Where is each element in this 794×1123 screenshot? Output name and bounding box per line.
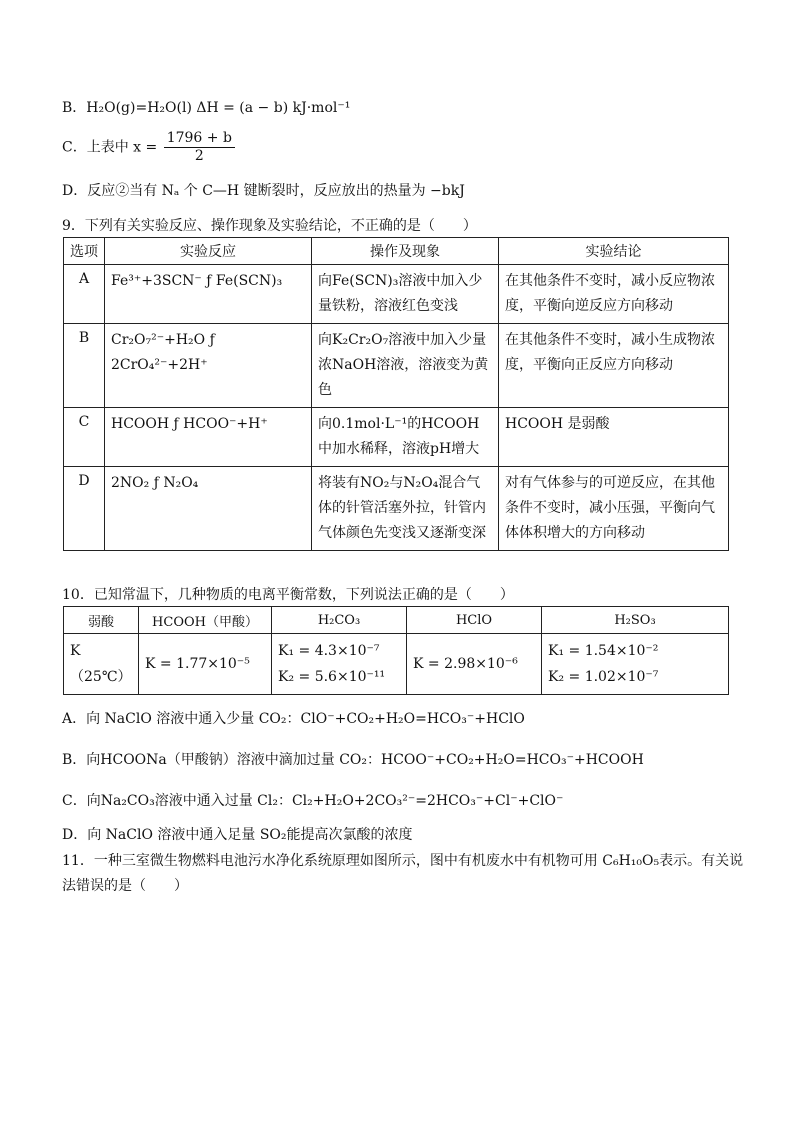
row-label: K（25℃）	[64, 634, 139, 695]
q10-option-c: C．向Na₂CO₃溶液中通入过量 Cl₂：Cl₂+H₂O+2CO₃²⁻=2HCO₃⁻+Cl⁻+ClO⁻	[62, 793, 564, 809]
row-option: C	[64, 408, 105, 467]
table-header: 实验结论	[499, 238, 729, 265]
row-conclusion: 在其他条件不变时，减小反应物浓度，平衡向逆反应方向移动	[499, 265, 729, 324]
k-hcooh: K = 1.77×10⁻⁵	[139, 634, 272, 695]
q11-stem-line2: 法错误的是（ ）	[62, 878, 188, 894]
q10-table	[63, 606, 729, 695]
k-h2co3-k2: K₂ = 5.6×10⁻¹¹	[278, 669, 386, 685]
row-reaction: 2NO₂ ƒ N₂O₄	[105, 467, 312, 551]
q10-option-b: B．向HCOONa（甲酸钠）溶液中滴加过量 CO₂：HCOO⁻+CO₂+H₂O=HCO₃⁻+HCOOH	[62, 752, 644, 768]
table-row	[64, 634, 729, 695]
q10-stem: 10．已知常温下，几种物质的电离平衡常数，下列说法正确的是（ ）	[62, 587, 514, 603]
q8-option-b: B．H₂O(g)=H₂O(l) ΔH = (a − b) kJ·mol⁻¹	[62, 100, 351, 116]
table-header: 选项	[64, 238, 105, 265]
k-h2so3-k1: K₁ = 1.54×10⁻²	[548, 643, 659, 659]
table-header: 弱酸	[64, 607, 139, 634]
table-header-row	[64, 238, 729, 265]
k-h2co3-k1: K₁ = 4.3×10⁻⁷	[278, 643, 380, 659]
row-conclusion: 在其他条件不变时，减小生成物浓度，平衡向正反应方向移动	[499, 324, 729, 408]
row-option: D	[64, 467, 105, 551]
q8-option-d: D．反应②当有 Nₐ 个 C—H 键断裂时，反应放出的热量为 −bkJ	[62, 183, 465, 199]
k-h2so3-k2: K₂ = 1.02×10⁻⁷	[548, 669, 659, 685]
table-header: 操作及现象	[312, 238, 499, 265]
row-option: A	[64, 265, 105, 324]
row-reaction: Fe³⁺+3SCN⁻ ƒ Fe(SCN)₃	[105, 265, 312, 324]
table-header-row	[64, 607, 729, 634]
row-option: B	[64, 324, 105, 408]
q9-stem: 9．下列有关实验反应、操作现象及实验结论，不正确的是（ ）	[62, 218, 477, 234]
fraction-numerator: 1796 + b	[164, 130, 235, 148]
row-phenomenon: 向Fe(SCN)₃溶液中加入少量铁粉，溶液红色变浅	[312, 265, 499, 324]
k-h2so3	[542, 634, 729, 695]
row-phenomenon: 向0.1mol·L⁻¹的HCOOH中加水稀释，溶液pH增大	[312, 408, 499, 467]
q10-option-d: D．向 NaClO 溶液中通入足量 SO₂能提高次氯酸的浓度	[62, 827, 413, 843]
fraction	[164, 130, 235, 165]
fraction-denominator: 2	[194, 148, 204, 164]
row-phenomenon: 将装有NO₂与N₂O₄混合气体的针管活塞外拉，针管内气体颜色先变浅又逐渐变深	[312, 467, 499, 551]
table-header: 实验反应	[105, 238, 312, 265]
q8-option-c	[62, 130, 237, 165]
table-header: H₂SO₃	[542, 607, 729, 634]
table-row	[64, 324, 729, 408]
k-h2co3	[272, 634, 407, 695]
table-row	[64, 467, 729, 551]
k-hclo: K = 2.98×10⁻⁶	[407, 634, 542, 695]
q10-option-a: A．向 NaClO 溶液中通入少量 CO₂：ClO⁻+CO₂+H₂O=HCO₃⁻+HClO	[62, 711, 525, 727]
table-header: HClO	[407, 607, 542, 634]
table-row	[64, 408, 729, 467]
table-header: H₂CO₃	[272, 607, 407, 634]
row-conclusion: 对有气体参与的可逆反应，在其他条件不变时，减小压强，平衡向气体体积增大的方向移动	[499, 467, 729, 551]
q11-stem-line1: 11．一种三室微生物燃料电池污水净化系统原理如图所示，图中有机废水中有机物可用 C₆H₁₀O₅表示。有关说	[62, 853, 744, 869]
q8-option-c-prefix: C．上表中 x =	[62, 139, 158, 156]
table-header: HCOOH（甲酸）	[139, 607, 272, 634]
row-phenomenon: 向K₂Cr₂O₇溶液中加入少量浓NaOH溶液，溶液变为黄色	[312, 324, 499, 408]
q9-table	[63, 237, 729, 551]
row-reaction: Cr₂O₇²⁻+H₂O ƒ 2CrO₄²⁻+2H⁺	[105, 324, 312, 408]
row-conclusion: HCOOH 是弱酸	[499, 408, 729, 467]
row-reaction: HCOOH ƒ HCOO⁻+H⁺	[105, 408, 312, 467]
table-row	[64, 265, 729, 324]
